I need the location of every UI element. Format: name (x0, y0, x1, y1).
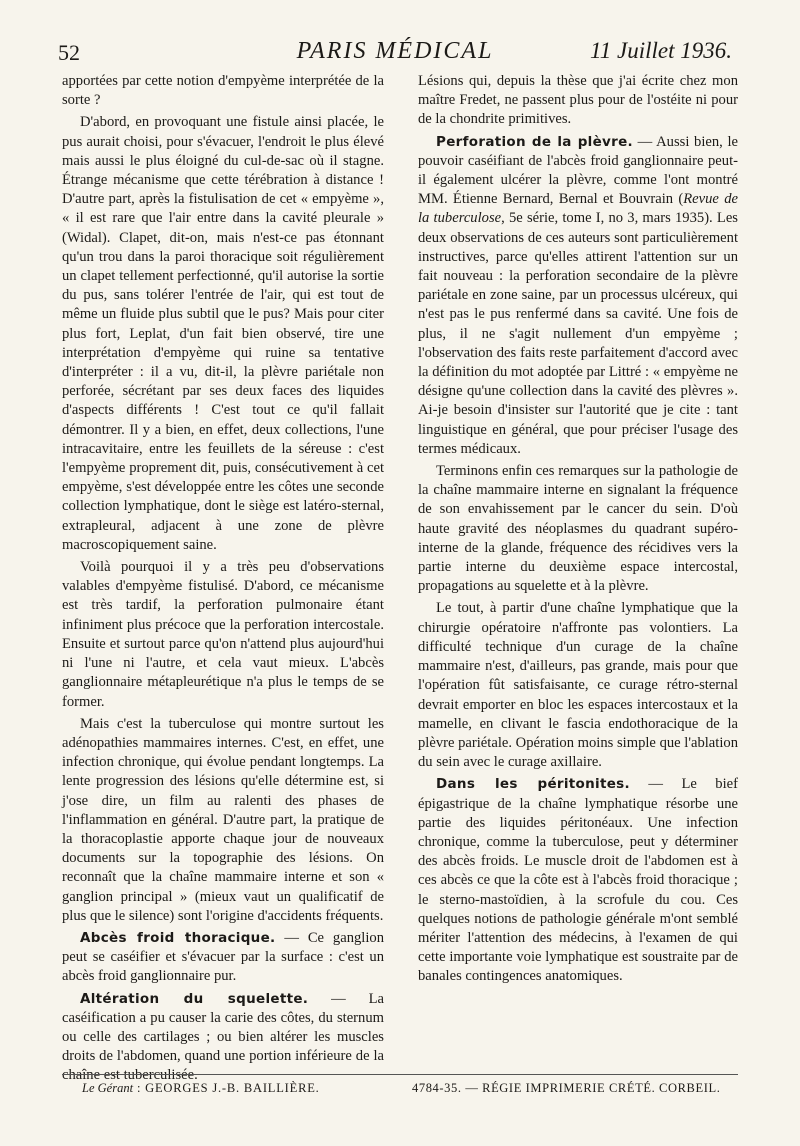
journal-reference: Revue de la tuberculose (418, 191, 738, 227)
running-header (58, 30, 732, 66)
section-heading-squelette: Altération du squelette. (80, 990, 309, 1007)
paragraph-body: — La caséification a pu causer la carie des côtes, du sternum ou celle des cartilages ; ou bien altérer les muscles droits de l'abdomen, quand une portion inférieure de la chaîne est tuberculisée. (62, 990, 384, 1084)
paragraph: D'abord, en provoquant une fistule ainsi placée, le pus aurait choisi, pour s'évacuer, l'endroit le plus élevé mais aussi le plus éloigné du cul-de-sac où il stagne. Étrange mécanisme que cette térébration à distance ! D'autre part, après la fistulisation de cet « empyème », « il est rare que l'air entre dans la cavité pleurale » (Widal). Clapet, dit-on, mais n'est-ce pas étonnant qu'un trou dans la paroi thoracique soit régulièrement un clapet tellement perfectionné, qu'il autorise la sortie du pus, sans tolérer l'entrée de l'air, qui est tout de même un fluide plus subtil que le pus? Mais pour citer plus fort, Leplat, d'un fait bien observé, tire une interprétation d'empyème qui ruine sa tentative d'interpréter : il a vu, dit-il, la plèvre pariétale non perforée, sécrétant par ses deux faces des liquides d'aspects différents ! C'est tout ce qu'il fallait démontrer. Il y a bien, en effet, deux collections, l'une intracavitaire, entre les feuillets de la séreuse : c'est l'empyème proprement dit, puis, consécutivement à cet empyème, s'est développée entre les côtes une seconde collection lymphatique, dont le siège est latéro-sternal, extrapleural, adjacent à une zone de plèvre macroscopiquement saine. (62, 114, 384, 553)
paragraph: Le tout, à partir d'une chaîne lymphatique que la chirurgie opératoire n'affronte pas volontiers. La difficulté technique d'un curage de la chaîne mammaire n'est, d'ailleurs, pas grande, mais pour que l'opération fût satisfaisante, ce curage rétro-sternal devrait emporter en bloc les espaces intercostaux et la mamelle, en clivant le fascia endothoracique de la plèvre pariétale. Opération moins simple que l'ablation du sein avec le curage axillaire. (418, 600, 738, 771)
paragraph (418, 133, 738, 459)
paragraph-body: — Aussi bien, le pouvoir caséifiant de l'abcès froid ganglionnaire peut-il également ulcérer la plèvre, comme l'ont montré MM. Étienne Bernard, Bernal et Bouvrain ( (418, 133, 739, 208)
issue-date: 11 Juillet 1936. (589, 38, 732, 63)
section-heading-plevre: Perforation de la plèvre. (436, 133, 633, 150)
paragraph-body: , 5e série, tome I, no 3, mars 1935). Les deux observations de ces auteurs sont particulièrement instructives, parce qu'elles attirent l'attention sur un fait nouveau : la perforation secondaire de la plèvre pariétale en zone saine, par un processus ulcéreux, qui n'est pas le pus renfermé dans sa cavité. Une fois de plus, il ne s'agit nullement d'un empyème ; l'observation des faits reste parfaitement d'accord avec la définition du mot adoptée par Littré : « empyème ne désigne qu'une collection dans la cavité des plèvres ». Ai-je besoin d'insister sur l'autorité que je cite : tant linguistique en général, que pour préciser l'usage des termes médicaux. (418, 210, 738, 457)
gerant-label: Le Gérant (82, 1081, 134, 1095)
paragraph-body: — Le bief épigastrique de la chaîne lymphatique résorbe une partie des liquides péritonéaux. Une infection chronique, comme la tuberculose, peut y déterminer des abcès froids. Le muscle droit de l'abdomen est à ces abcès ce que la côte est à l'abcès froid thoracique ; le sterno-mastoïdien, à la scrofule du cou. Ces quelques notions de pathologie générale m'ont semblé mériter l'attention des médecins, à l'examen de qui cette importante voie lymphatique est soustraite par de banales contingences anatomiques. (418, 776, 739, 985)
paragraph (62, 929, 384, 987)
journal-title: PARIS MÉDICAL (296, 38, 494, 64)
right-column (418, 72, 738, 987)
gerant-name: : GEORGES J.-B. BAILLIÈRE. (133, 1081, 320, 1095)
paragraph: Voilà pourquoi il y a très peu d'observations valables d'empyème fistulisé. D'abord, ce mécanisme est très tardif, la perforation pulmonaire étant infiniment plus précoce que la perforation intercostale. Ensuite et surtout parce qu'on n'attend plus aujourd'hui ni l'une ni l'autre, et cela vaut mieux. L'abcès ganglionnaire métapleurétique n'a plus le temps de se former. (62, 559, 384, 710)
left-column (62, 72, 384, 1086)
paragraph-body: — Ce ganglion peut se caséifier et s'évacuer par la surface : c'est un abcès froid ganglionnaire pur. (62, 929, 384, 985)
page-number: 52 (58, 40, 80, 65)
section-heading-abces-froid: Abcès froid thoracique. (80, 929, 276, 946)
paragraph: Mais c'est la tuberculose qui montre surtout les adénopathies mammaires internes. C'est, en effet, une infection chronique, qui évolue pendant longtemps. La lente progression des lésions qu'elle détermine est, si j'ose dire, un film au ralenti des phases de l'inflammation en général. D'autre part, la pratique de la thoracoplastie apporte chaque jour de nouveaux documents sur la topographie des lésions. On reconnaît que la chaîne mammaire interne et son « ganglion principal » (mieux vaut un qualificatif de plus que le silence) sont l'origine d'accidents fréquents. (62, 715, 384, 924)
page-footer (62, 1074, 738, 1095)
publisher-line (82, 1081, 320, 1096)
section-heading-peritonites: Dans les péritonites. (436, 776, 630, 793)
printer-imprint: 4784-35. — RÉGIE IMPRIMERIE CRÉTÉ. CORBEIL. (412, 1081, 721, 1095)
paragraph (418, 775, 738, 986)
paragraph: Terminons enfin ces remarques sur la pathologie de la chaîne mammaire interne en signalant la fréquence de son envahissement par le cancer du sein. D'où haute gravité des néoplasmes du quadrant supéro-interne de la glande, fréquence des récidives vers la partie interne du deuxième espace intercostal, propagations au squelette et à la plèvre. (418, 463, 738, 595)
paragraph: apportées par cette notion d'empyème interprétée de la sorte ? (62, 73, 384, 109)
paragraph (62, 990, 384, 1086)
paragraph: Lésions qui, depuis la thèse que j'ai écrite chez mon maître Fredet, ne passent plus pour de l'ostéite ni pour de la chondrite primitives. (418, 73, 738, 128)
